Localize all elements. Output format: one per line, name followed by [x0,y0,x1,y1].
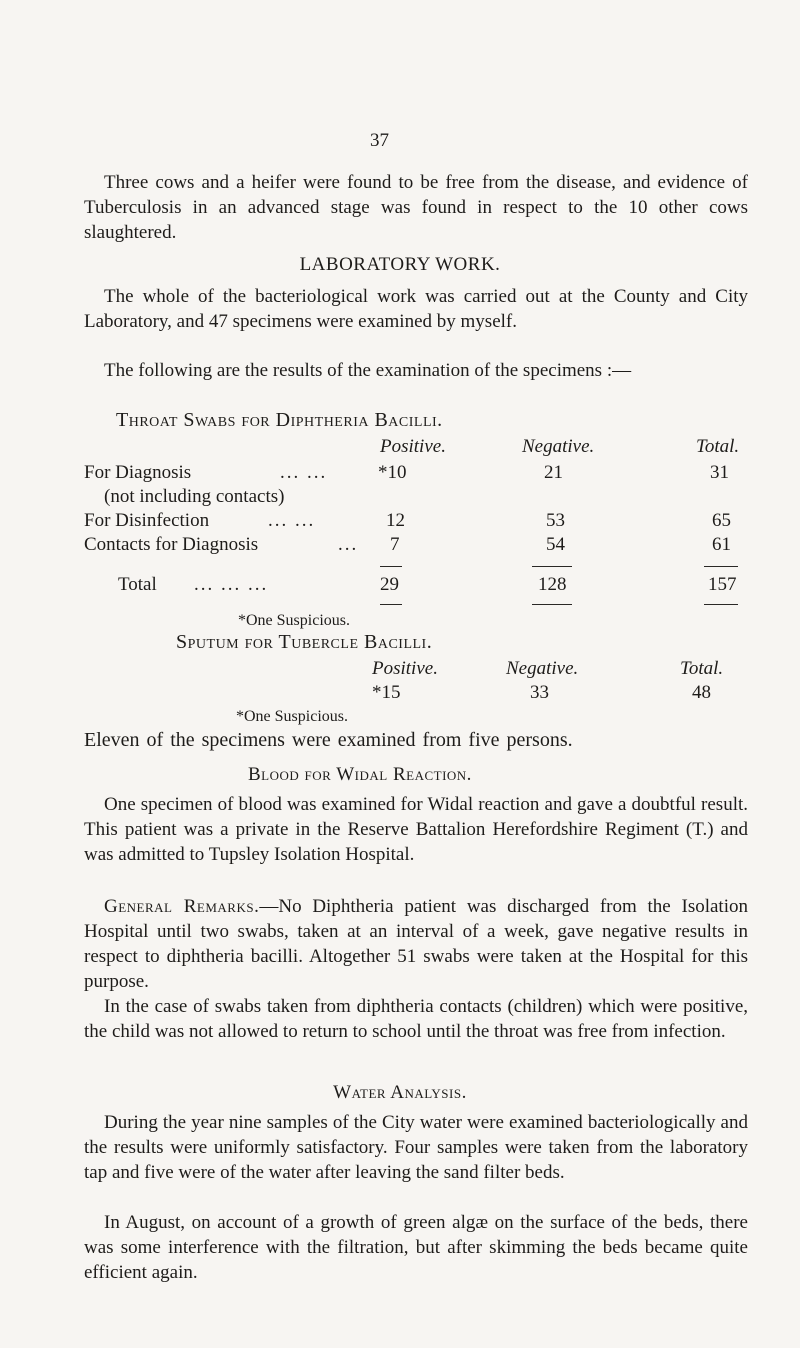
rule-total-bottom [704,604,738,605]
intro-paragraph [84,170,748,245]
widal-paragraph [84,792,748,867]
lab-paragraph-2 [84,358,748,383]
sputum-total: 48 [692,682,711,703]
widal-text: One specimen of blood was examined for Widal reaction and gave a doubtful result. This patient was a private in the Reserve Battalion Herefordshire Regiment (T.) and was admitted to Tupsley Isolation Hospital. [84,794,748,865]
row-label: For Disinfection [84,510,210,531]
general-remarks-paragraph [84,894,748,994]
row-leader: ... ... [280,462,328,483]
water-heading: Water Analysis. [333,1082,467,1103]
sputum-table-title: Sputum for Tubercle Bacilli. [176,631,433,653]
sputum-header-positive: Positive. [372,658,438,679]
total-total: 157 [708,574,737,595]
sputum-positive: *15 [372,682,401,703]
row-positive: 7 [390,534,400,555]
row-negative: 53 [546,510,565,531]
eleven-line: Eleven of the specimens were examined from five persons. [84,729,573,751]
row-label: (not including contacts) [104,486,285,507]
sputum-header-total: Total. [680,658,724,679]
water-paragraph-1 [84,1110,748,1185]
row-leader: ... [338,534,359,555]
throat-footnote: *One Suspicious. [238,612,350,629]
rule-positive-top [380,566,402,567]
throat-header-negative: Negative. [522,436,595,457]
intro-text: Three cows and a heifer were found to be free from the disease, and evidence of Tuberculosis in an advanced stage was found in respect to the 10 other cows slaughtered. [84,172,748,243]
total-leader: ... ... ... [194,574,269,595]
rule-negative-bottom [532,604,572,605]
rule-positive-bottom [380,604,402,605]
sputum-header-negative: Negative. [506,658,579,679]
rule-negative-top [532,566,572,567]
row-total: 61 [712,534,731,555]
row-total: 31 [710,462,729,483]
sputum-negative: 33 [530,682,549,703]
row-leader: ... ... [268,510,316,531]
row-label: For Diagnosis [84,462,192,483]
sputum-footnote: *One Suspicious. [236,708,348,725]
total-negative: 128 [538,574,567,595]
lab-paragraph-1 [84,284,748,334]
general-remarks-text: —No Diphtheria patient was discharged from the Isolation Hospital until two swabs, taken at an interval of a week, gave negative results in respect to diphtheria bacilli. Altogether 51 swabs were taken at the Hospital for this purpose. [84,896,748,992]
rule-total-top [704,566,738,567]
lab-text-2: The following are the results of the examination of the specimens :— [104,360,632,381]
row-negative: 54 [546,534,565,555]
contacts-text: In the case of swabs taken from diphtheria contacts (children) which were positive, the child was not allowed to return to school until the throat was free from infection. [84,996,748,1042]
throat-header-positive: Positive. [380,436,446,457]
row-positive: 12 [386,510,405,531]
widal-heading: Blood for Widal Reaction. [248,764,472,785]
lab-text-1: The whole of the bacteriological work was carried out at the County and City Laboratory, and 47 specimens were examined by myself. [84,286,748,332]
lab-heading: LABORATORY WORK. [299,254,501,275]
page-number: 37 [370,130,389,151]
throat-header-total: Total. [696,436,740,457]
general-remarks-heading: General Remarks. [104,896,260,917]
row-label: Contacts for Diagnosis [84,534,259,555]
total-label: Total [118,574,157,595]
water-text-1: During the year nine samples of the City water were examined bacteriologically and the results were uniformly satisfactory. Four samples were taken from the laboratory tap and five were of the water after leaving the sand filter beds. [84,1112,748,1183]
row-negative: 21 [544,462,563,483]
contacts-paragraph [84,994,748,1044]
total-positive: 29 [380,574,399,595]
water-text-2: In August, on account of a growth of green algæ on the surface of the beds, there was some interference with the filtration, but after skimming the beds became quite efficient again. [84,1212,748,1283]
row-total: 65 [712,510,731,531]
water-paragraph-2 [84,1210,748,1285]
row-positive: *10 [378,462,407,483]
throat-table-title: Throat Swabs for Diphtheria Bacilli. [116,409,443,431]
